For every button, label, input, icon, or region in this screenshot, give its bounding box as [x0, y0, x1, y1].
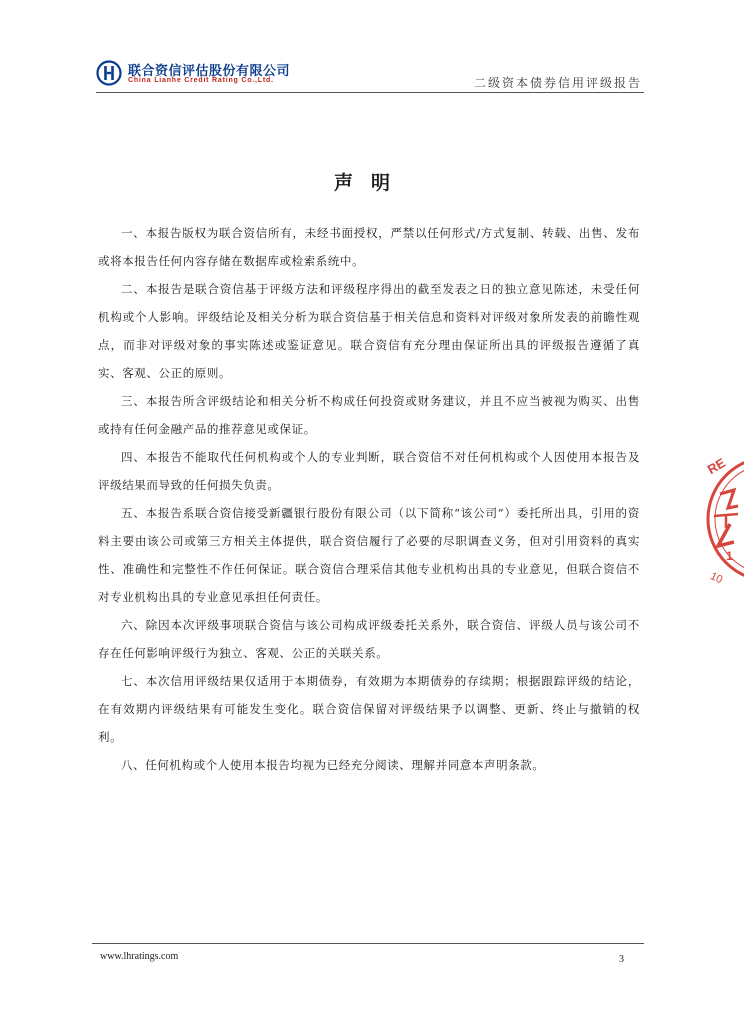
declaration-paragraph-7: 七、本次信用评级结果仅适用于本期债券，有效期为本期债券的存续期；根据跟踪评级的结论，在有效期内评级结果有可能发生变化。联合资信保留对评级结果予以调整、更新、终止与撤销的权利。: [98, 674, 640, 744]
company-name-cn: 联合资信评估股份有限公司: [128, 64, 291, 79]
page-number: 3: [619, 954, 624, 965]
declaration-paragraph-8: 八、任何机构或个人使用本报告均视为已经充分阅读、理解并同意本声明条款。: [121, 758, 545, 772]
declaration-body: [98, 219, 640, 779]
declaration-paragraph-4: 四、本报告不能取代任何机构或个人的专业判断，联合资信不对任何机构或个人因使用本报告及评级结果而导致的任何损失负责。: [98, 450, 640, 492]
page-header: [96, 58, 644, 92]
footer-website: www.lhratings.com: [100, 951, 179, 962]
page-title: 声明: [333, 172, 408, 194]
seal-text-middle: 1: [726, 549, 733, 563]
declaration-paragraph-5: 五、本报告系联合资信接受新疆银行股份有限公司（以下简称“该公司”）委托所出具，引用的资料主要由该公司或第三方相关主体提供，联合资信履行了必要的尽职调查义务，但对引用资料的真实性、准确性和完整性不作任何保证。联合资信合理采信其他专业机构出具的专业意见，但联合资信不对专业机构出具的专业意见承担任何责任。: [98, 506, 640, 604]
seal-text-top: RE: [704, 455, 728, 478]
seal-text-bottom: 10: [708, 570, 725, 587]
header-divider: [96, 92, 644, 93]
declaration-paragraph-3: 三、本报告所含评级结论和相关分析不构成任何投资或财务建议，并且不应当被视为购买、出售或持有任何金融产品的推荐意见或保证。: [98, 394, 640, 436]
declaration-paragraph-1: 一、本报告版权为联合资信所有，未经书面授权，严禁以任何形式/方式复制、转载、出售、发布或将本报告任何内容存储在数据库或检索系统中。: [98, 226, 640, 268]
declaration-paragraph-2: 二、本报告是联合资信基于评级方法和评级程序得出的截至发表之日的独立意见陈述，未受任何机构或个人影响。评级结论及相关分析为联合资信基于相关信息和资料对评级对象所发表的前瞻性观点，而非对评级对象的事实陈述或鉴证意见。联合资信有充分理由保证所出具的评级报告遵循了真实、客观、公正的原则。: [98, 282, 640, 380]
company-logo-icon: [96, 60, 122, 86]
report-type: 二级资本债券信用评级报告: [473, 76, 642, 90]
company-seal-icon: [704, 424, 744, 614]
footer-divider: [92, 943, 644, 944]
company-name-en: China Lianhe Credit Rating Co.,Ltd.: [128, 77, 274, 84]
declaration-paragraph-6: 六、除因本次评级事项联合资信与该公司构成评级委托关系外，联合资信、评级人员与该公司不存在任何影响评级行为独立、客观、公正的关联关系。: [98, 618, 640, 660]
